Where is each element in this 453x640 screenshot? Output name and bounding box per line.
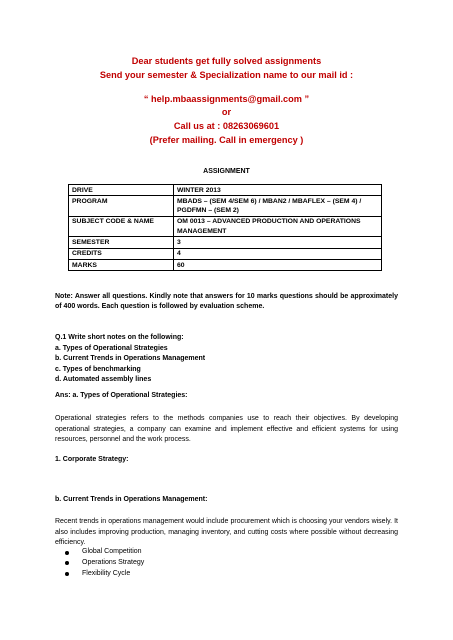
table-row	[69, 248, 382, 259]
assignment-info-table	[68, 184, 382, 271]
banner-call: Call us at : 08263069601	[173, 121, 280, 132]
question-item: d. Automated assembly lines	[55, 376, 152, 383]
bullet-icon	[65, 561, 69, 565]
promo-banner	[0, 55, 453, 148]
list-item	[55, 558, 144, 569]
heading-corporate-strategy: 1. Corporate Strategy:	[55, 456, 129, 463]
list-item-label: Global Competition	[82, 548, 142, 555]
question-title: Q.1 Write short notes on the following:	[55, 334, 184, 341]
table-key: PROGRAM	[69, 196, 174, 217]
table-value: 3	[174, 237, 382, 248]
question-item: b. Current Trends in Operations Management	[55, 355, 206, 362]
bullet-icon	[65, 572, 69, 576]
table-row	[69, 237, 382, 248]
list-item	[55, 547, 144, 558]
banner-line-1: Dear students get fully solved assignments	[131, 56, 322, 66]
list-item-label: Flexibility Cycle	[82, 569, 131, 577]
table-key: CREDITS	[69, 248, 174, 259]
table-row	[69, 216, 382, 237]
banner-prefer: (Prefer mailing. Call in emergency )	[149, 134, 304, 145]
question-block	[55, 333, 398, 386]
table-key: SUBJECT CODE & NAME	[69, 216, 174, 237]
table-key: SEMESTER	[69, 237, 174, 248]
paragraph-operational-strategies: Operational strategies refers to the methods companies use to reach their objectives. By developing operational strategies, a company can examine and implement effective and efficient systems for using resources, personnel and the work process.	[55, 415, 398, 443]
banner-line-2: Send your semester & Specialization name to our mail id :	[99, 69, 354, 80]
question-item: c. Types of benchmarking	[55, 365, 141, 373]
banner-email: “ help.mbaassignments@gmail.com ”	[143, 93, 310, 104]
table-value: 60	[174, 260, 382, 271]
table-key: DRIVE	[69, 185, 174, 196]
paragraph-current-trends: Recent trends in operations management would include procurement which is choosing your vendors wisely. It also includes improving production, managing inventory, and cutting costs where possible without decreasing efficiency.	[55, 518, 398, 546]
banner-or: or	[221, 107, 232, 118]
table-row	[69, 185, 382, 196]
question-item: a. Types of Operational Strategies	[55, 344, 168, 352]
table-value: 4	[174, 248, 382, 259]
note-paragraph: Note: Answer all questions. Kindly note that answers for 10 marks questions should be approximately of 400 words. Each question is followed by evaluation scheme.	[55, 293, 398, 310]
heading-current-trends: b. Current Trends in Operations Management:	[55, 496, 208, 503]
list-item	[55, 569, 144, 580]
bullet-icon	[65, 551, 69, 555]
table-row	[69, 196, 382, 217]
table-value: OM 0013 – ADVANCED PRODUCTION AND OPERATIONS MANAGEMENT	[174, 216, 382, 237]
list-item-label: Operations Strategy	[82, 558, 145, 566]
table-key: MARKS	[69, 260, 174, 271]
table-value: MBADS – (SEM 4/SEM 6) / MBAN2 / MBAFLEX – (SEM 4) / PGDFMN – (SEM 2)	[174, 196, 382, 217]
table-row	[69, 260, 382, 271]
trends-bullet-list	[55, 547, 144, 579]
assignment-title: ASSIGNMENT	[203, 168, 250, 175]
answer-heading: Ans: a. Types of Operational Strategies:	[55, 392, 188, 399]
table-value: WINTER 2013	[174, 185, 382, 196]
